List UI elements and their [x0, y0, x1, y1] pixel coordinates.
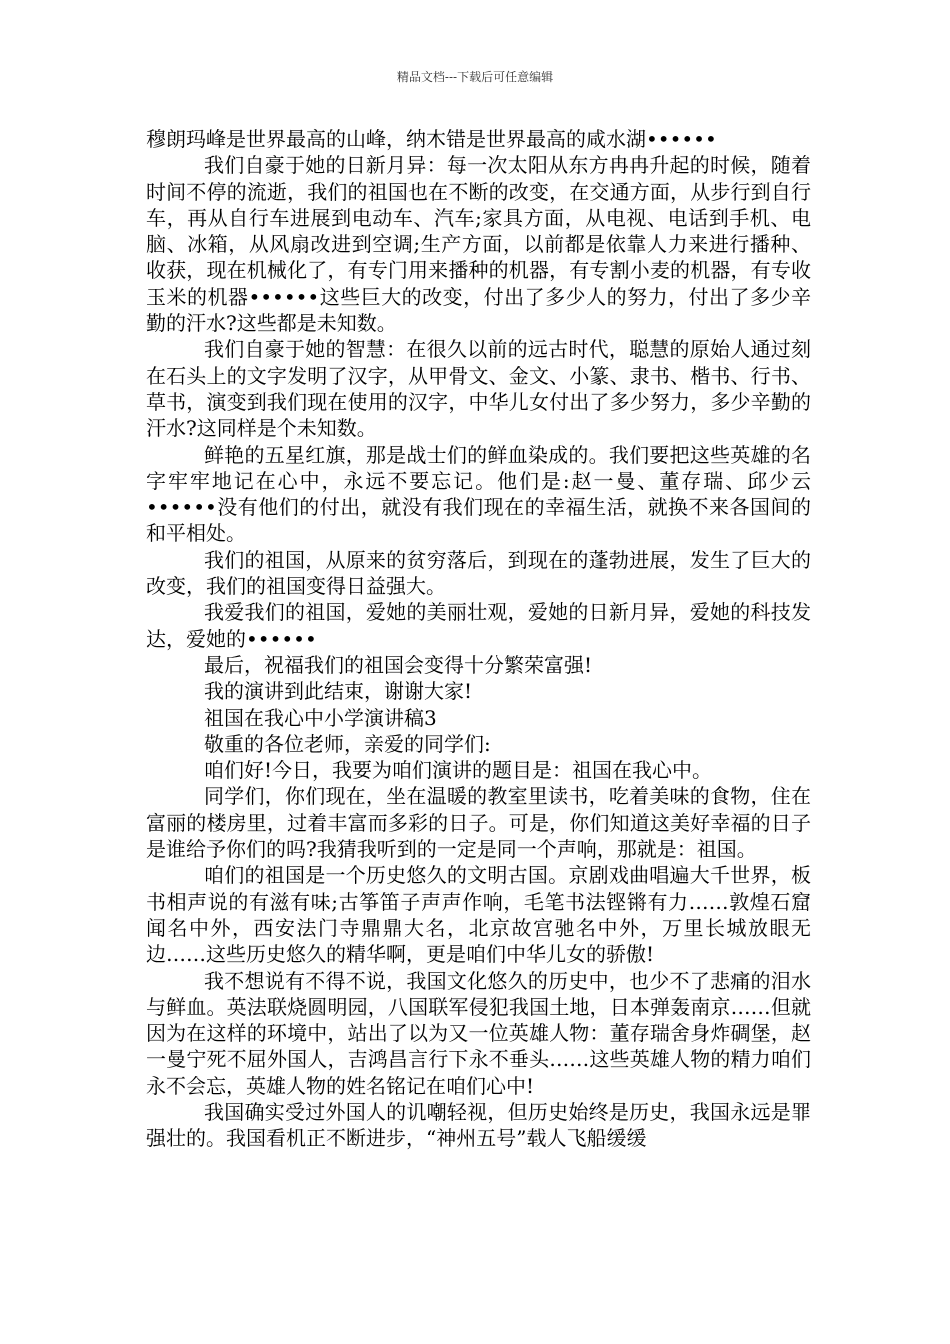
paragraph: 同学们，你们现在，坐在温暖的教室里读书，吃着美味的食物，住在富丽的楼房里，过着丰富而多彩的日子。可是，你们知道这美好幸福的日子是谁给予你们的吗?我猜我听到的一定是同一个声响，那就是：祖国。: [146, 784, 811, 862]
paragraph: 鲜艳的五星红旗，那是战士们的鲜血染成的。我们要把这些英雄的名字牢牢地记在心中，永远不要忘记。他们是:赵一曼、董存瑞、邱少云••••••没有他们的付出，就没有我们现在的幸福生活，就换不来各国间的和平相处。: [146, 442, 811, 546]
paragraph: 咱们的祖国是一个历史悠久的文明古国。京剧戏曲唱遍大千世界，板书相声说的有滋有味;古筝笛子声声作响，毛笔书法铿锵有力……敦煌石窟闻名中外，西安法门寺鼎鼎大名，北京故宫驰名中外，万里长城放眼无边……这些历史悠久的精华啊，更是咱们中华儿女的骄傲!: [146, 863, 811, 967]
paragraph: 最后，祝福我们的祖国会变得十分繁荣富强!: [204, 652, 593, 677]
paragraph: 我们自豪于她的日新月异：每一次太阳从东方冉冉升起的时候，随着时间不停的流逝，我们的祖国也在不断的改变，在交通方面，从步行到自行车，再从自行车进展到电动车、汽车;家具方面，从电视、电话到手机、电脑、冰箱，从风扇改进到空调;生产方面，以前都是依靠人力来进行播种、收获，现在机械化了，有专门用来播种的机器，有专割小麦的机器，有专收玉米的机器••••••这些巨大的改变，付出了多少人的努力，付出了多少辛勤的汗水?这些都是未知数。: [146, 153, 811, 336]
section-title: 祖国在我心中小学演讲稿3: [204, 705, 437, 730]
salutation: 敬重的各位老师，亲爱的同学们:: [204, 731, 491, 756]
page-header: 精品文档---下载后可任意编辑: [396, 70, 554, 84]
paragraph: 穆朗玛峰是世界最高的山峰，纳木错是世界最高的咸水湖••••••: [146, 127, 717, 151]
paragraph: 我不想说有不得不说，我国文化悠久的历史中，也少不了悲痛的泪水与鲜血。英法联烧圆明园，八国联军侵犯我国土地，日本弹轰南京……但就因为在这样的环境中，站出了以为又一位英雄人物：董存瑞舍身炸碉堡，赵一曼宁死不屈外国人，吉鸿昌言行下永不垂头……这些英雄人物的精力咱们永不会忘，英雄人物的姓名铭记在咱们心中!: [146, 968, 811, 1098]
paragraph: 咱们好!今日，我要为咱们演讲的题目是：祖国在我心中。: [204, 758, 713, 783]
paragraph: 我们自豪于她的智慧：在很久以前的远古时代，聪慧的原始人通过刻在石头上的文字发明了汉字，从甲骨文、金文、小篆、隶书、楷书、行书、草书，演变到我们现在使用的汉字，中华儿女付出了多少努力，多少辛勤的汗水?这同样是个未知数。: [146, 337, 811, 441]
paragraph: 我的演讲到此结束，谢谢大家!: [204, 679, 473, 704]
paragraph: 我爱我们的祖国，爱她的美丽壮观，爱她的日新月异，爱她的科技发达，爱她的••••••: [146, 600, 811, 651]
paragraph: 我国确实受过外国人的讥嘲轻视，但历史始终是历史，我国永远是罪强壮的。我国看机正不断进步，“神州五号”载人飞船缓缓: [146, 1099, 811, 1151]
document-body: [146, 126, 811, 1152]
paragraph: 我们的祖国，从原来的贫穷落后，到现在的蓬勃进展，发生了巨大的改变，我们的祖国变得日益强大。: [146, 547, 811, 599]
